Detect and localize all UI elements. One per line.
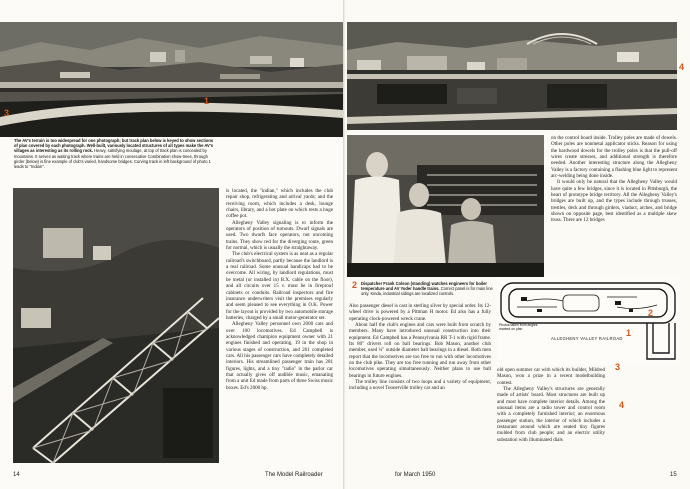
dispatcher-photo xyxy=(347,135,544,277)
right-page-number: 15 xyxy=(670,472,677,478)
right-col1-paragraph-3: The trolley line consists of two loops and a variety of equipment, including a novel Toonerville trolley car and an xyxy=(349,379,491,392)
right-issue-date: for March 1950 xyxy=(395,472,436,478)
left-page-text-column xyxy=(226,188,333,468)
dispatcher-caption xyxy=(361,281,501,297)
dispatcher-caption-text: Correct panel is for main line only. Kinda, industrial sidings are localized controls. xyxy=(361,286,493,297)
map-callout-4: 4 xyxy=(619,400,625,410)
dispatcher-caption-bold: Dispatcher Frank Colson (standing) watches engineers for boiler temperature and AV Yoder handle trains. xyxy=(361,281,488,292)
right-col1-paragraph-1: Also passenger diesel is cast in sterling silver by special order. Its 12-wheel drive is powered by a Pittman H motor. Ed also has a fully operating clock-powered wreck crane. xyxy=(349,303,491,322)
right-page-text-column-1 xyxy=(349,303,491,471)
map-callout-3: 3 xyxy=(615,362,621,372)
left-col-paragraph-2: Allegheny Valley signaling is to inform the operators of position of turnouts. Dwarf signals are used. Two dwarfs face operators, not oncoming trains. They show red for the diverging route, green for normal, which is usually the straightaway. xyxy=(226,219,333,252)
photo-callout-4-top: 4 xyxy=(679,62,685,72)
photo-callout-1: 1 xyxy=(204,96,210,106)
left-page-number: 14 xyxy=(13,472,20,478)
panorama-photo-left xyxy=(0,22,343,137)
right-col1-paragraph-2: About half the club's engines and cars were built from scratch by members. Many have introduced unusual construction into their equipment. Ed Campbell has a Pennsylvania RR T-1 with rigid frame. Its 80" drivers roll on ball bearings. Bob Mason, another club member, used ¼" outside diameter ball bearings in a diesel. Both men report that the locomotives are too free to run with other locomotives on the club pike. They are too free running and run away from other locomotives operating simultaneously. Neither plans to use ball bearings in future engines. xyxy=(349,322,491,379)
map-callout-1: 1 xyxy=(626,328,632,338)
panorama-photo-right xyxy=(347,22,677,130)
right-col2-paragraph-1: on the control board inside. Trolley poles are made of dowels. Other poles are nonmetal applicator sticks. Reason for using the hardwood dowels for the trolley poles is that the pull-off wires create stresses, and additional strength is therefore needed. Another interesting structure along the Allegheny Valley is a factory containing a flashing blue light to represent arc-welding being done inside. xyxy=(551,135,677,180)
track-plan-note: Photos taken from angles marked on plan xyxy=(499,323,538,331)
photo-callout-3-left: 3 xyxy=(4,108,10,118)
right-page xyxy=(345,0,690,489)
photo-callout-2: 2 xyxy=(352,280,358,290)
right-col2-paragraph-2: It would only be natural that the Allegheny Valley would have quite a few bridges, since it is located in Pittsburgh, the heart of prototype bridge territory. All the Allegheny Valley's bridges are built up, and the types include through trusses, trestles, deck and through girders, viaduct, arches, and bridge shown on opposite page, best identified as a multiple skew truss. There are 12 bridges xyxy=(551,179,677,224)
right-page-text-column-3 xyxy=(497,367,605,471)
top-caption-text: Heavy, satisfying moulage, at top of track plan is concealed by mountains. It serves as waiting track where trains are held in consecutive Combination show-trees, through girder (below) is fine example of club's varied, handsome bridges. Curving track in left background of photo 1 leads to "Indian". xyxy=(14,148,211,170)
left-col-paragraph-4: Allegheny Valley personnel own 2000 cars and over 100 locomotives. Ed Campbell is acknowledged champion equipment owner with 21 engines finished and operating, 19 in the shop in various stages of construction, and 261 completed cars. All his passenger cars have completely detailed interiors. His streamlined passenger train has 281 figures, lights, and a tiny "radio" in the parlor car that actually gives off audible music, emanating from a unit Ed made from parts of three Swiss music boxes. Ed's 2000 hp. xyxy=(226,321,333,391)
track-plan-map xyxy=(497,277,679,365)
left-magazine-title: The Model Railroader xyxy=(265,472,323,478)
map-callout-2: 2 xyxy=(648,308,654,318)
left-col-paragraph-3: The club's electrical system is as neat as a regular railroad's switchboard, partly because the landlord is a real railroad. Some unusual handicaps had to be overcome. All wiring, by landlord regulations, must be metal (or installed in) B.X. cable on the floor), and all circuits over 15 v. must be in fireproof cabinets or conduits. Railroad inspectors and fire insurance underwriters visit the premises regularly and seem pleased to see everything in O.K. Power for the layout is provided by two automobile storage batteries, charged by a small motor-generator set. xyxy=(226,251,333,321)
right-col3-paragraph-2: The Allegheny Valley's structures are generally made of artists' board. Most structures are built up and most have complete interior details. Among the unusual items are a radio tower and control room with a completely furnished interior; an enormous passenger station, the interior of which includes a restaurant around which are seated tiny figures molded from club people; and an electric utility substation with illuminated dials xyxy=(497,386,605,443)
right-page-text-column-2 xyxy=(551,135,677,273)
bridge-photo xyxy=(13,188,219,463)
right-col3-paragraph-1: old open summer car with which its builder, Mildred Mason, won a prize in a recent modelbuilding contest. xyxy=(497,367,605,386)
top-caption-bold: The AV's terrain is too widespread for one photograph; but track plan below is keyed to show sections of plan covered by each photograph. Well-built, variously located structures of all types make the AV's villages as interesting as its rolling rock. xyxy=(14,138,214,154)
left-col-paragraph-1: is located, the "indian," which includes the club repair shop, refrigerating and arrival yards; and the receiving room, which includes a desk, lounge chairs, library, and a hot plate on which rests a huge coffee pot. xyxy=(226,188,333,220)
top-photo-caption xyxy=(14,138,214,169)
track-plan-title: ALLEGHENY VALLEY RAILROAD xyxy=(551,336,623,341)
